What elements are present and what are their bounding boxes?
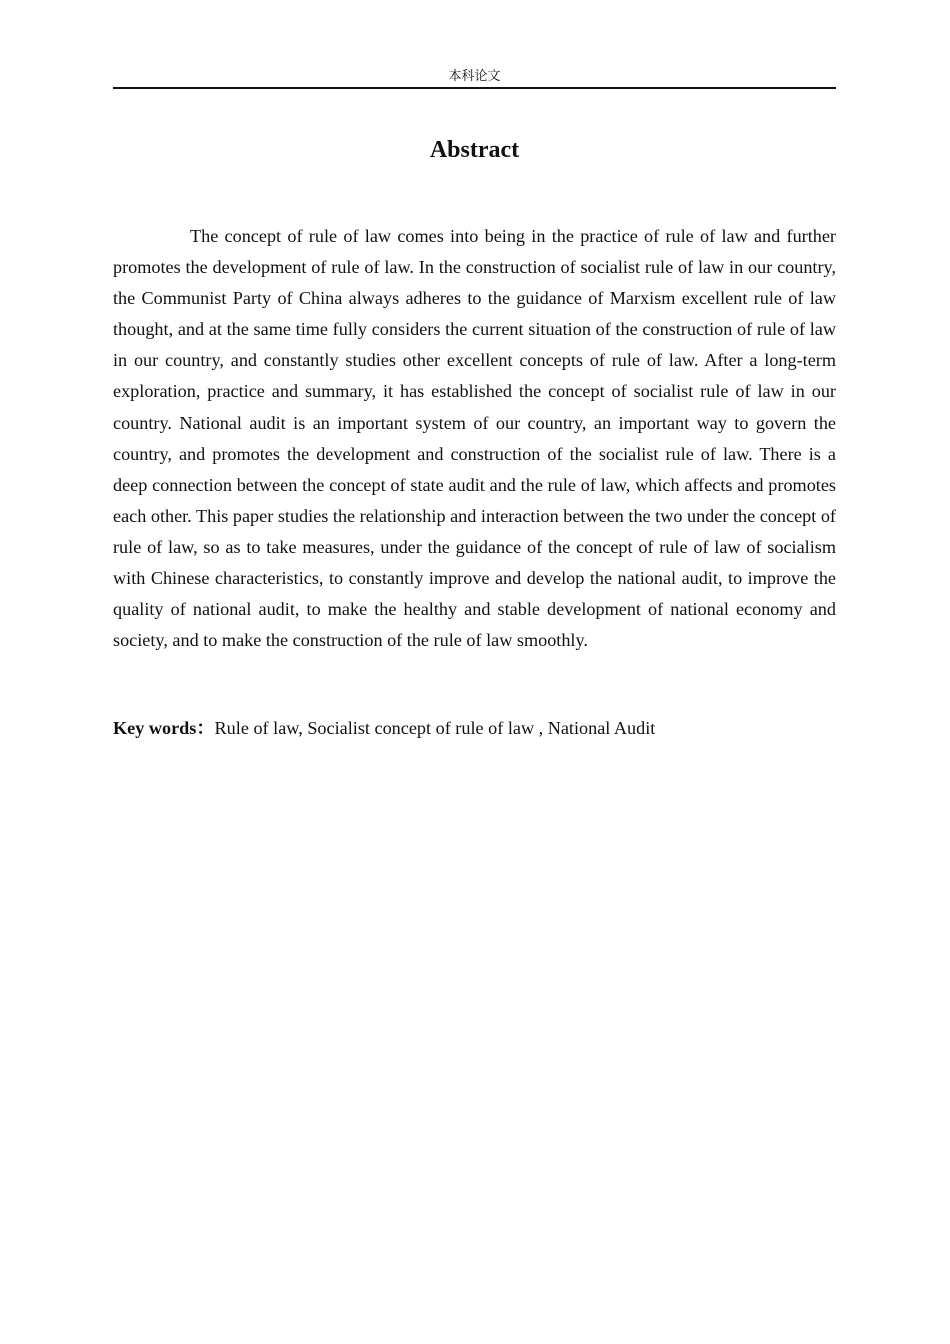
keywords-label: Key words：: [113, 718, 215, 738]
running-header: 本科论文: [448, 69, 501, 84]
abstract-title: Abstract: [429, 137, 520, 163]
header-rule: [113, 87, 836, 89]
keywords-line: [113, 713, 836, 744]
abstract-body: The concept of rule of law comes into being in the practice of rule of law and further promotes the development of rule of law. In the construction of socialist rule of law in our country, the Communist Party of China always adheres to the guidance of Marxism excellent rule of law thought, and at the same time fully considers the current situation of the construction of rule of law in our country, and constantly studies other excellent concepts of rule of law. After a long-term exploration, practice and summary, it has established the concept of socialist rule of law in our country. National audit is an important system of our country, an important way to govern the country, and promotes the development and construction of the socialist rule of law. There is a deep connection between the concept of state audit and the rule of law, which affects and promotes each other. This paper studies the relationship and interaction between the two under the concept of rule of law, so as to take measures, under the guidance of the concept of rule of law of socialism with Chinese characteristics, to constantly improve and develop the national audit, to improve the quality of national audit, to make the healthy and stable development of national economy and society, and to make the construction of the rule of law smoothly.: [113, 226, 836, 651]
keywords-value: Rule of law, Socialist concept of rule of law , National Audit: [214, 718, 656, 738]
